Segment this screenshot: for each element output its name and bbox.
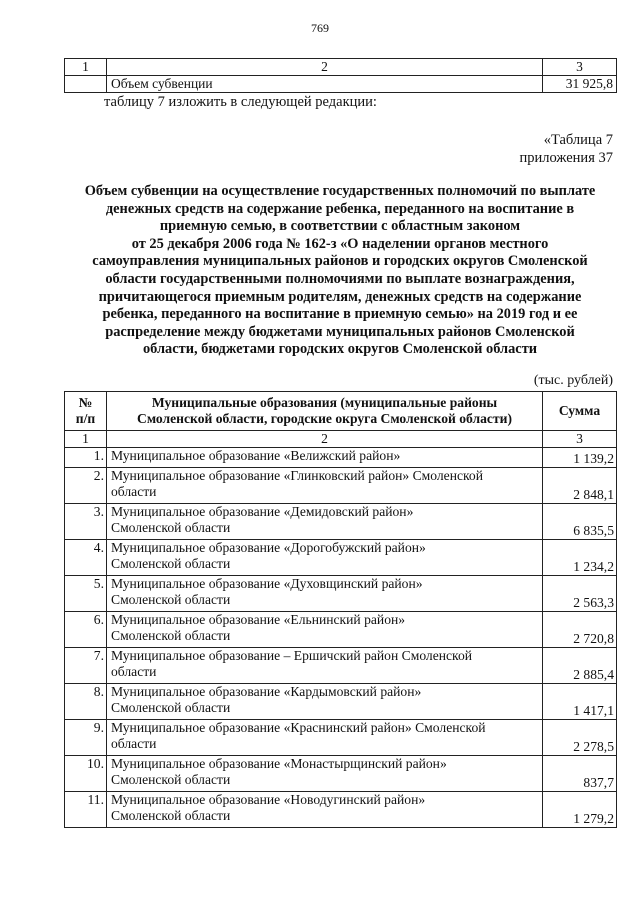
row-sum: 1 139,2 bbox=[543, 448, 617, 468]
table-row bbox=[65, 720, 617, 756]
title-line: денежных средств на содержание ребенка, переданного на воспитание в bbox=[105, 200, 575, 217]
caption-line: приложения 37 bbox=[519, 150, 613, 166]
table-row bbox=[65, 540, 617, 576]
title-line: ребенка, переданного на воспитание в приемную семью» на 2019 год и ее bbox=[102, 306, 578, 323]
municipality-name-line: Смоленской области bbox=[111, 808, 231, 823]
previous-table-total-row bbox=[65, 76, 617, 93]
header-municipality: Муниципальные образования (муниципальные районы Смоленской области, городские округа Смоленской области) bbox=[107, 392, 543, 431]
municipality-name-line: Муниципальное образование «Кардымовский район» bbox=[111, 684, 422, 699]
index-cell: 3 bbox=[543, 431, 617, 448]
municipality-name-line: Муниципальное образование «Велижский район» bbox=[111, 448, 401, 463]
row-number: 8. bbox=[65, 684, 107, 720]
municipality-name-line: Муниципальное образование «Глинковский район» Смоленской bbox=[111, 468, 483, 483]
municipality-name-line: Муниципальное образование «Краснинский район» Смоленской bbox=[111, 720, 486, 735]
municipality-name-line: Смоленской области bbox=[111, 592, 231, 607]
previous-table-index-row bbox=[65, 59, 617, 76]
row-number: 6. bbox=[65, 612, 107, 648]
row-number: 3. bbox=[65, 504, 107, 540]
row-number: 11. bbox=[65, 792, 107, 828]
table-row bbox=[65, 504, 617, 540]
header-sum: Сумма bbox=[543, 392, 617, 431]
title-line: от 25 декабря 2006 года № 162-з «О наделении органов местного bbox=[131, 235, 549, 252]
caption-line: «Таблица 7 bbox=[543, 132, 613, 148]
table-row bbox=[65, 792, 617, 828]
intro-text: таблицу 7 изложить в следующей редакции: bbox=[104, 94, 377, 110]
title-line: причитающегося приемным родителям, денежных средств на содержание bbox=[98, 288, 582, 305]
title-line: области государственными полномочиями по выплате вознаграждения, bbox=[105, 270, 575, 287]
row-number: 1. bbox=[65, 448, 107, 468]
table-row bbox=[65, 448, 617, 468]
row-sum: 1 279,2 bbox=[543, 792, 617, 828]
municipality-name bbox=[107, 576, 543, 612]
row-sum: 2 563,3 bbox=[543, 576, 617, 612]
municipality-name-line: Муниципальное образование – Ершичский район Смоленской bbox=[111, 648, 473, 663]
table-index-row bbox=[65, 431, 617, 448]
units-label: (тыс. рублей) bbox=[533, 373, 613, 388]
municipality-name-line: Смоленской области bbox=[111, 556, 231, 571]
index-cell: 2 bbox=[107, 59, 543, 76]
municipality-name bbox=[107, 448, 543, 468]
municipality-name bbox=[107, 468, 543, 504]
header-number: № п/п bbox=[65, 392, 107, 431]
empty-cell bbox=[65, 76, 107, 93]
municipality-name bbox=[107, 504, 543, 540]
municipality-name bbox=[107, 792, 543, 828]
title-line: Объем субвенции на осуществление государственных полномочий по выплате bbox=[84, 183, 596, 199]
index-cell: 3 bbox=[543, 59, 617, 76]
total-label: Объем субвенции bbox=[107, 76, 543, 93]
page-number: 769 bbox=[311, 21, 329, 35]
row-sum: 2 848,1 bbox=[543, 468, 617, 504]
row-number: 9. bbox=[65, 720, 107, 756]
row-number: 7. bbox=[65, 648, 107, 684]
title-line: распределение между бюджетами муниципальных районов Смоленской bbox=[105, 323, 575, 340]
municipality-name-line: Смоленской области bbox=[111, 520, 231, 535]
municipality-name bbox=[107, 684, 543, 720]
municipality-name-line: Муниципальное образование «Ельнинский район» bbox=[111, 612, 406, 627]
document-title bbox=[64, 183, 616, 359]
table-body bbox=[65, 448, 617, 828]
municipality-name-line: области bbox=[111, 664, 157, 679]
row-number: 5. bbox=[65, 576, 107, 612]
title-line: области, бюджетами городских округов Смоленской области bbox=[142, 341, 538, 358]
municipality-name-line: Смоленской области bbox=[111, 700, 231, 715]
table-row bbox=[65, 612, 617, 648]
title-line: приемную семью, в соответствии с областным законом bbox=[159, 218, 521, 235]
municipality-name bbox=[107, 648, 543, 684]
index-cell: 1 bbox=[65, 431, 107, 448]
row-sum: 1 234,2 bbox=[543, 540, 617, 576]
row-sum: 6 835,5 bbox=[543, 504, 617, 540]
total-sum: 31 925,8 bbox=[543, 76, 617, 93]
row-sum: 2 885,4 bbox=[543, 648, 617, 684]
row-sum: 1 417,1 bbox=[543, 684, 617, 720]
row-sum: 837,7 bbox=[543, 756, 617, 792]
municipality-name bbox=[107, 720, 543, 756]
table-row bbox=[65, 648, 617, 684]
municipality-name-line: Смоленской области bbox=[111, 772, 231, 787]
table-row bbox=[65, 684, 617, 720]
municipality-name-line: Муниципальное образование «Духовщинский район» bbox=[111, 576, 423, 591]
row-number: 10. bbox=[65, 756, 107, 792]
municipality-name bbox=[107, 756, 543, 792]
table-caption bbox=[393, 131, 613, 167]
municipality-name bbox=[107, 540, 543, 576]
row-number: 4. bbox=[65, 540, 107, 576]
title-line: самоуправления муниципальных районов и городских округов Смоленской bbox=[92, 253, 588, 270]
table-row bbox=[65, 576, 617, 612]
municipality-name-line: области bbox=[111, 484, 157, 499]
previous-table-fragment bbox=[64, 58, 617, 93]
distribution-table bbox=[64, 391, 617, 828]
table-header-row bbox=[65, 392, 617, 431]
municipality-name-line: Смоленской области bbox=[111, 628, 231, 643]
municipality-name-line: Муниципальное образование «Монастырщинский район» bbox=[111, 756, 447, 771]
municipality-name-line: области bbox=[111, 736, 157, 751]
municipality-name-line: Муниципальное образование «Дорогобужский район» bbox=[111, 540, 426, 555]
municipality-name-line: Муниципальное образование «Демидовский район» bbox=[111, 504, 414, 519]
table-row bbox=[65, 756, 617, 792]
row-sum: 2 720,8 bbox=[543, 612, 617, 648]
table-row bbox=[65, 468, 617, 504]
row-sum: 2 278,5 bbox=[543, 720, 617, 756]
municipality-name bbox=[107, 612, 543, 648]
row-number: 2. bbox=[65, 468, 107, 504]
municipality-name-line: Муниципальное образование «Новодугинский район» bbox=[111, 792, 426, 807]
index-cell: 1 bbox=[65, 59, 107, 76]
index-cell: 2 bbox=[107, 431, 543, 448]
